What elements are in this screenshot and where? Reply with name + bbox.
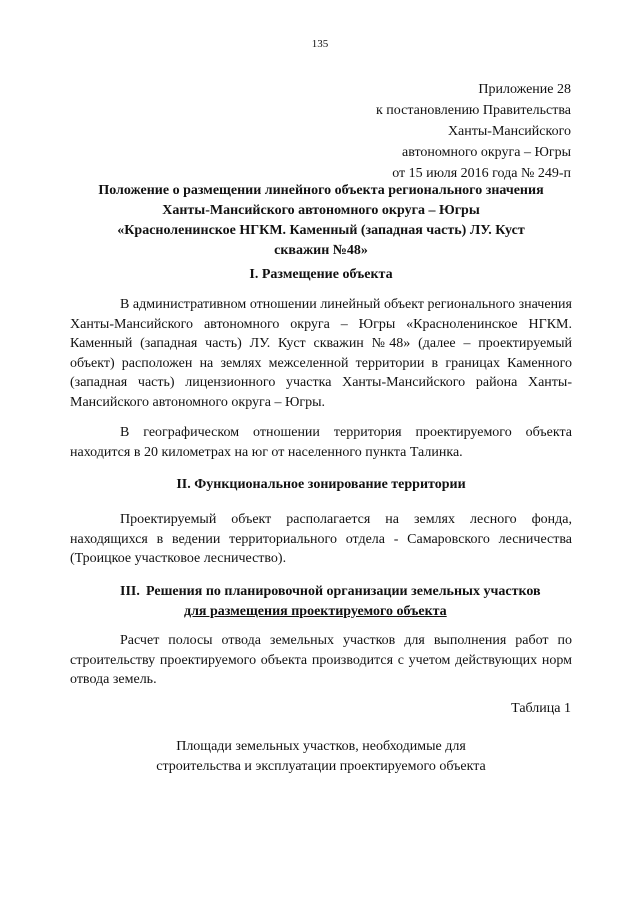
title-line: скважин №48» bbox=[274, 243, 368, 258]
section-2-heading: II. Функциональное зонирование территории bbox=[176, 477, 466, 492]
appendix-line: к постановлению Правительства bbox=[375, 103, 571, 118]
section-1-heading: I. Размещение объекта bbox=[249, 267, 393, 282]
section-3-heading-line-2: для размещения проектируемого объекта bbox=[184, 603, 447, 619]
appendix-line: Ханты-Мансийского bbox=[447, 124, 571, 139]
page-number: 135 bbox=[311, 38, 329, 50]
document-title bbox=[70, 181, 572, 261]
caption-line: строительства и эксплуатации проектируемого объекта bbox=[156, 759, 486, 774]
table-label: Таблица 1 bbox=[511, 701, 571, 716]
appendix-line: от 15 июля 2016 года № 249-п bbox=[392, 166, 571, 181]
section-3-paragraph: Расчет полосы отвода земельных участков для выполнения работ по строительству проектируемого объекта производится с учетом действующих норм отвода земель. bbox=[70, 633, 572, 688]
section-1-paragraph-1: В административном отношении линейный объект регионального значения Ханты-Мансийского автономного округа – Югры «Красноленинское НГКМ. Каменный (западная часть) ЛУ. Куст скважин №48» (далее – проектируемый объект) расположен на землях межселенной территории в границах Каменного (западная часть) лицензионного участка Ханты-Мансийского района Ханты-Мансийского автономного округа – Югры. bbox=[70, 297, 572, 410]
appendix-line: Приложение 28 bbox=[478, 82, 571, 97]
caption-line: Площади земельных участков, необходимые для bbox=[176, 739, 466, 754]
section-1-paragraph-2: В географическом отношении территория проектируемого объекта находится в 20 километрах на юг от населенного пункта Талинка. bbox=[70, 425, 572, 460]
appendix-block bbox=[311, 79, 571, 184]
section-2-paragraph: Проектируемый объект располагается на землях лесного фонда, находящихся в ведении территориального отдела - Самаровского лесничества (Троицкое участковое лесничество). bbox=[70, 512, 572, 567]
title-line: Ханты-Мансийского автономного округа – Югры bbox=[162, 203, 480, 218]
title-line: Положение о размещении линейного объекта регионального значения bbox=[98, 183, 544, 198]
section-3-number: III. bbox=[120, 584, 140, 599]
appendix-line: автономного округа – Югры bbox=[402, 145, 571, 160]
title-line: «Красноленинское НГКМ. Каменный (западная часть) ЛУ. Куст bbox=[117, 223, 525, 238]
section-3-heading-line-1: Решения по планировочной организации земельных участков bbox=[146, 584, 541, 599]
table-caption bbox=[70, 737, 572, 777]
